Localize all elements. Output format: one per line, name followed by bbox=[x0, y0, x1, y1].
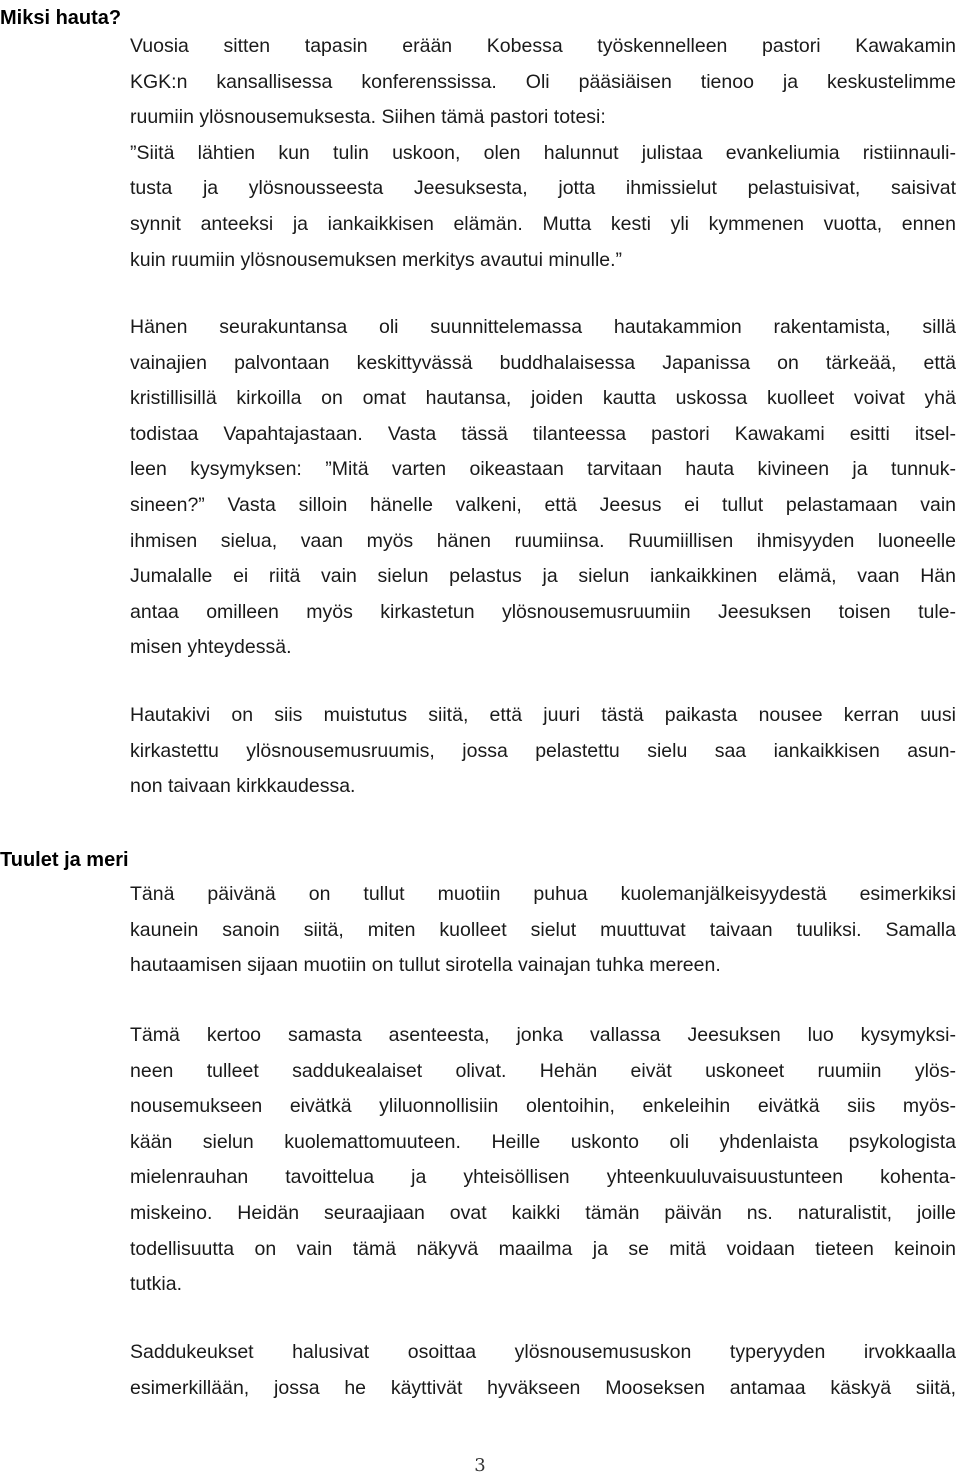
text-line: Vuosia sitten tapasin erään Kobessa työskennelleen pastori Kawakamin bbox=[130, 35, 956, 57]
paragraph-3 bbox=[130, 698, 956, 805]
page-number: 3 bbox=[474, 1455, 486, 1476]
section-heading-miksi-hauta: Miksi hauta? bbox=[0, 7, 122, 29]
text-line: Saddukeukset halusivat osoittaa ylösnousemususkon typeryyden irvokkaalla bbox=[130, 1341, 956, 1363]
text-line: Hänen seurakuntansa oli suunnittelemassa hautakammion rakentamista, sillä bbox=[130, 316, 956, 338]
text-line: KGK:n kansallisessa konferenssissa. Oli pääsiäisen tienoo ja keskustelimme bbox=[130, 70, 956, 93]
text-line: mielenrauhan tavoittelua ja yhteisöllisen yhteenkuuluvaisuustunteen kohenta- bbox=[130, 1166, 956, 1189]
paragraph-6 bbox=[130, 1335, 956, 1406]
text-line: miskeino. Heidän seuraajiaan ovat kaikki tämän päivän ns. naturalistit, joille bbox=[130, 1201, 956, 1224]
text-line: ”Siitä lähtien kun tulin uskoon, olen halunnut julistaa evankeliumia ristiinnauli- bbox=[130, 141, 956, 164]
text-line: synnit anteeksi ja iankaikkisen elämän. Mutta kesti yli kymmenen vuotta, ennen bbox=[130, 212, 956, 235]
text-line: Jumalalle ei riitä vain sielun pelastus ja sielun iankaikkinen elämä, vaan Hän bbox=[130, 565, 956, 588]
text-line: ihmisen sielua, vaan myös hänen ruumiinsa. Ruumiillisen ihmisyyden luoneelle bbox=[130, 529, 956, 552]
text-line: antaa omilleen myös kirkastetun ylösnousemusruumiin Jeesuksen toisen tule- bbox=[130, 600, 956, 623]
paragraph-4 bbox=[130, 877, 956, 984]
text-line: kään sielun kuolemattomuuteen. Heille uskonto oli yhdenlaista psykologista bbox=[130, 1130, 956, 1153]
text-line: misen yhteydessä. bbox=[130, 636, 292, 659]
text-line: leen kysymyksen: ”Mitä varten oikeastaan tarvitaan hauta kivineen ja tunnuk- bbox=[130, 458, 956, 481]
text-line: tutkia. bbox=[130, 1273, 183, 1296]
text-line: kaunein sanoin siitä, miten kuolleet sielut muuttuvat taivaan tuuliksi. Samalla bbox=[130, 918, 956, 941]
paragraph-2 bbox=[130, 310, 956, 666]
text-line: kirkastettu ylösnousemusruumis, jossa pelastettu sielu saa iankaikkisen asun- bbox=[130, 739, 956, 762]
text-line: nousemukseen eivätkä yliluonnollisiin olentoihin, enkeleihin eivätkä siis myös- bbox=[130, 1095, 956, 1118]
text-line: esimerkillään, jossa he käyttivät hyväkseen Mooseksen antamaa käskyä siitä, bbox=[130, 1376, 956, 1399]
text-line: hautaamisen sijaan muotiin on tullut sirotella vainajan tuhka mereen. bbox=[130, 954, 721, 977]
paragraph-5 bbox=[130, 1018, 956, 1303]
text-line: Tänä päivänä on tullut muotiin puhua kuolemanjälkeisyydestä esimerkiksi bbox=[130, 883, 956, 905]
text-line: Hautakivi on siis muistutus siitä, että juuri tästä paikasta nousee kerran uusi bbox=[130, 704, 956, 726]
text-line: sineen?” Vasta silloin hänelle valkeni, että Jeesus ei tullut pelastamaan vain bbox=[130, 493, 956, 516]
text-line: vainajien palvontaan keskittyvässä buddhalaisessa Japanissa on tärkeää, että bbox=[130, 351, 956, 374]
section-heading-tuulet-ja-meri: Tuulet ja meri bbox=[0, 849, 129, 871]
text-line: ruumiin ylösnousemuksesta. Siihen tämä pastori totesi: bbox=[130, 106, 606, 129]
text-line: kristillisillä kirkoilla on omat hautansa, joiden kautta uskossa kuolleet voivat yhä bbox=[130, 387, 956, 410]
text-line: tusta ja ylösnousseesta Jeesuksesta, jotta ihmissielut pelastuisivat, saisivat bbox=[130, 177, 956, 200]
text-line: Tämä kertoo samasta asenteesta, jonka vallassa Jeesuksen luo kysymyksi- bbox=[130, 1024, 956, 1046]
text-line: non taivaan kirkkaudessa. bbox=[130, 775, 356, 798]
text-line: todellisuutta on vain tämä näkyvä maailma ja se mitä voidaan tieteen keinoin bbox=[130, 1237, 956, 1260]
text-line: kuin ruumiin ylösnousemuksen merkitys avautui minulle.” bbox=[130, 248, 623, 271]
text-line: todistaa Vapahtajastaan. Vasta tässä tilanteessa pastori Kawakami esitti itsel- bbox=[130, 422, 956, 445]
text-line: neen tulleet saddukealaiset olivat. Hehän eivät uskoneet ruumiin ylös- bbox=[130, 1059, 956, 1082]
paragraph-1 bbox=[130, 29, 956, 278]
